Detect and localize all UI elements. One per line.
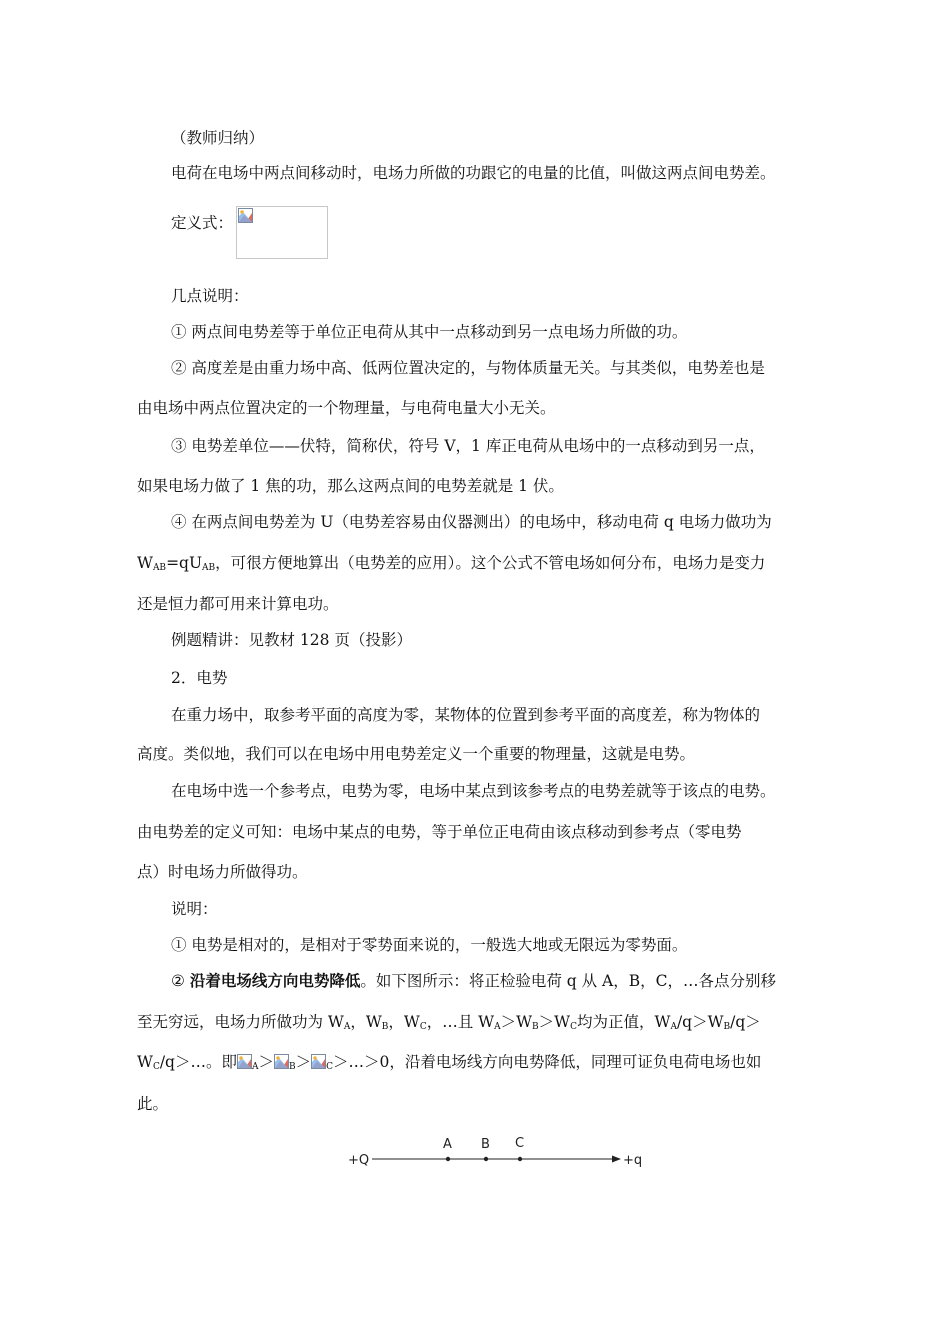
text-run: ＞W <box>538 1013 571 1031</box>
potential-para-2-line-1: 在电场中选一个参考点，电势为零，电场中某点到该参考点的电势差就等于该点的电势。 <box>171 782 776 800</box>
definition-paragraph: 电荷在电场中两点间移动时，电场力所做的功跟它的电量的比值，叫做这两点间电势差。 <box>171 164 776 182</box>
subscript: C <box>152 1062 160 1072</box>
subscript: A <box>670 1022 677 1032</box>
subscript: C <box>326 1062 334 1072</box>
note-3-line-2: 如果电场力做了 1 焦的功，那么这两点间的电势差就是 1 伏。 <box>137 477 564 495</box>
text-run: 均为正值，W <box>577 1013 671 1031</box>
text-run: /q＞…。即 <box>159 1053 237 1071</box>
subscript: AB <box>202 563 216 573</box>
text-run: W <box>137 554 153 572</box>
note-1: ① 两点间电势差等于单位正电荷从其中一点移动到另一点电场力所做的功。 <box>171 323 688 341</box>
text-run: ＞W <box>500 1013 533 1031</box>
explanation-2-line-4: 此。 <box>137 1095 169 1113</box>
broken-image-icon <box>238 208 253 223</box>
text-run: /q＞W <box>676 1013 724 1031</box>
subscript: C <box>570 1022 577 1032</box>
notes-heading: 几点说明： <box>171 287 249 305</box>
point-a-label: A <box>443 1137 452 1152</box>
text-run: ② <box>171 972 190 990</box>
subscript: A <box>343 1022 351 1032</box>
explanation-2-line-3 <box>137 1052 827 1077</box>
note-3-line-1: ③ 电势差单位——伏特，简称伏，符号 V，1 库正电荷从电场中的一点移动到另一点， <box>171 437 765 455</box>
point-b-dot <box>484 1157 488 1161</box>
note-2-line-2: 由电场中两点位置决定的一个物理量，与电荷电量大小无关。 <box>137 399 556 417</box>
section-heading-potential: 2．电势 <box>171 669 228 687</box>
positive-source-label: +Q <box>348 1153 370 1168</box>
text-run: ＞ <box>295 1053 312 1071</box>
potential-para-1-line-1: 在重力场中，取参考平面的高度为零，某物体的位置到参考平面的高度差，称为物体的 <box>171 706 761 724</box>
formula-image <box>236 206 328 259</box>
explanation-1: ① 电势是相对的，是相对于零势面来说的，一般选大地或无限远为零势面。 <box>171 936 688 954</box>
point-c-dot <box>518 1157 522 1161</box>
potential-para-2-line-2: 由电势差的定义可知：电场中某点的电势，等于单位正电荷由该点移动到参考点（零电势 <box>137 823 742 841</box>
subscript: C <box>419 1022 427 1032</box>
text-run: 。如下图所示：将正检验电荷 q 从 A，B，C，…各点分别移 <box>360 972 776 990</box>
subscript: B <box>532 1022 539 1032</box>
example-reference: 例题精讲：见教材 128 页（投影） <box>171 631 412 649</box>
subscript: B <box>723 1022 731 1032</box>
text-run: ，W <box>350 1013 382 1031</box>
subscript: B <box>381 1022 389 1032</box>
subscript: B <box>289 1062 296 1072</box>
field-line-diagram <box>340 1132 650 1176</box>
text-run: ＞…＞0，沿着电场线方向电势降低，同理可证负电荷电场也如 <box>333 1053 762 1071</box>
subscript: A <box>494 1022 501 1032</box>
test-charge-label: +q <box>623 1153 643 1168</box>
explanation-heading: 说明： <box>171 900 218 918</box>
text-run: ，可很方便地算出（电势差的应用）。这个公式不管电场如何分布，电场力是变力 <box>215 554 766 572</box>
point-b-label: B <box>481 1137 490 1152</box>
text-run: ，W <box>388 1013 420 1031</box>
bold-statement: 沿着电场线方向电势降低 <box>189 971 361 990</box>
point-c-label: C <box>515 1136 525 1151</box>
explanation-2-line-1 <box>171 971 861 991</box>
note-4-line-3: 还是恒力都可用来计算电功。 <box>137 595 339 613</box>
broken-image-icon <box>274 1054 289 1069</box>
text-run: =qU <box>166 554 203 572</box>
point-a-dot <box>446 1157 450 1161</box>
definition-formula-label: 定义式： <box>171 214 234 232</box>
explanation-2-line-2 <box>137 1012 827 1037</box>
text-run: /q＞ <box>730 1013 761 1031</box>
paragraph-teacher-summary: （教师归纳） <box>171 129 265 147</box>
note-2-line-1: ② 高度差是由重力场中高、低两位置决定的，与物体质量无关。与其类似，电势差也是 <box>171 359 765 377</box>
broken-image-icon <box>237 1054 252 1069</box>
note-4-line-1: ④ 在两点间电势差为 U（电势差容易由仪器测出）的电场中，移动电荷 q 电场力做功为 <box>171 513 772 531</box>
subscript: A <box>251 1062 259 1072</box>
text-run: W <box>137 1053 153 1071</box>
subscript: AB <box>152 563 167 573</box>
potential-para-2-line-3: 点）时电场力所做得功。 <box>137 863 308 881</box>
potential-para-1-line-2: 高度。类似地，我们可以在电场中用电势差定义一个重要的物理量，这就是电势。 <box>137 745 696 763</box>
text-run: 至无穷远，电场力所做功为 W <box>137 1013 344 1031</box>
arrow-head-icon <box>612 1156 621 1163</box>
note-4-line-2 <box>137 553 827 578</box>
text-run: ＞ <box>258 1053 274 1071</box>
text-run: ，…且 W <box>426 1013 495 1031</box>
broken-image-icon <box>311 1054 326 1069</box>
